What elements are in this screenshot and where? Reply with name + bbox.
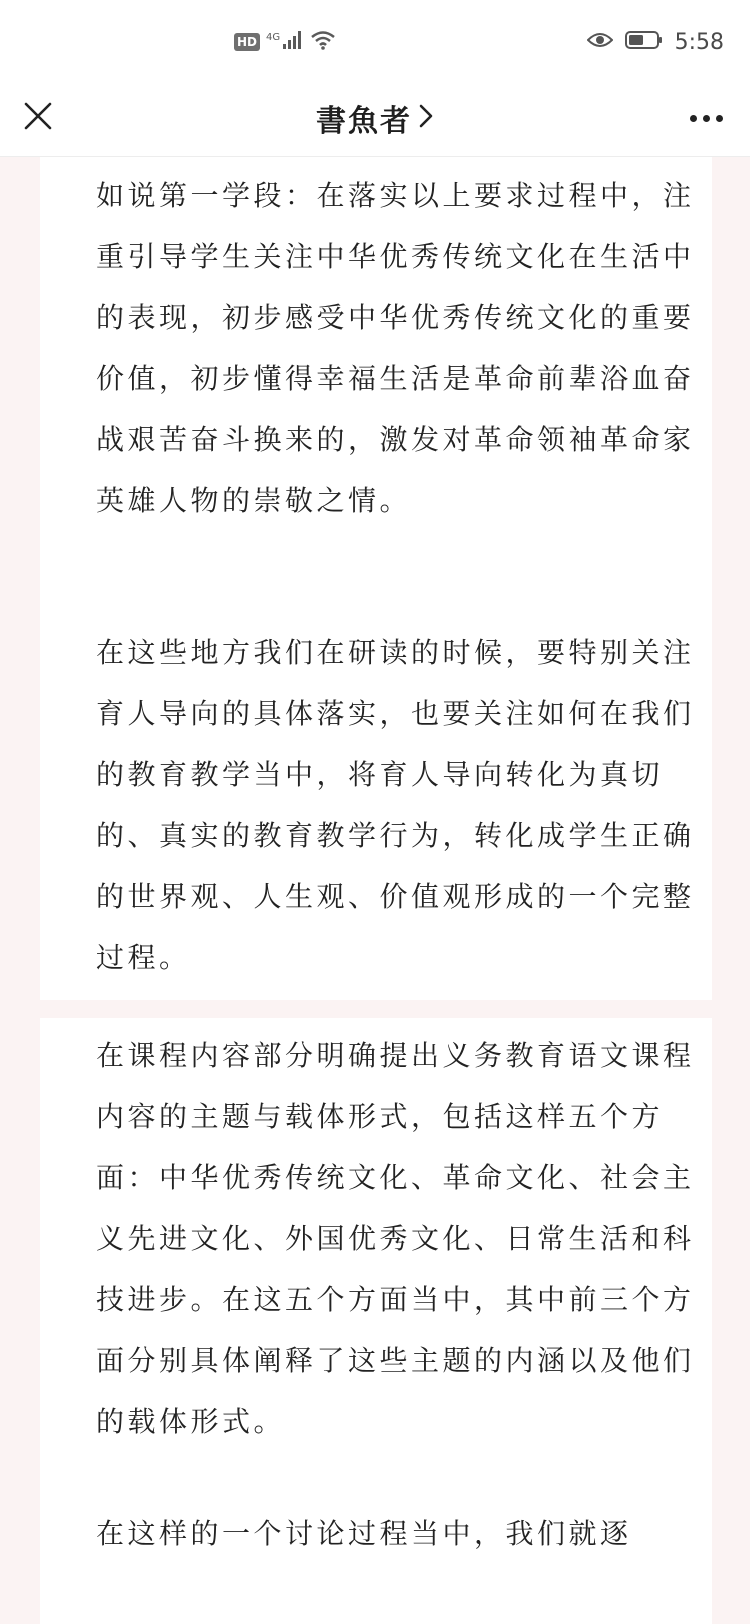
article-paragraph: 在这样的一个讨论过程当中，我们就逐 bbox=[96, 1517, 632, 1550]
network-type-label: 4G bbox=[266, 31, 281, 43]
clock: 5:58 bbox=[674, 29, 724, 55]
status-bar bbox=[0, 0, 750, 80]
status-indicators-right bbox=[587, 26, 724, 58]
more-options-icon bbox=[703, 115, 710, 122]
eye-icon bbox=[587, 31, 613, 53]
chevron-right-icon bbox=[418, 103, 434, 133]
hd-badge: HD bbox=[234, 33, 260, 51]
article-block bbox=[40, 1018, 712, 1624]
more-options-button[interactable] bbox=[680, 94, 732, 142]
battery-icon bbox=[625, 30, 663, 54]
signal-icon bbox=[282, 30, 304, 54]
article-paragraph: 在课程内容部分明确提出义务教育语文课程内容的主题与载体形式，包括这样五个方面：中华优秀传统文化、革命文化、社会主义先进文化、外国优秀文化、日常生活和科技进步。在这五个方面当中，其中前三个方面分别具体阐释了这些主题的内涵以及他们的载体形式。 bbox=[96, 1039, 695, 1438]
article-block bbox=[40, 157, 712, 1000]
title-bar bbox=[0, 80, 750, 157]
more-options-icon bbox=[716, 115, 723, 122]
account-title-link[interactable] bbox=[0, 94, 750, 142]
status-indicators-left bbox=[234, 28, 336, 56]
article-content[interactable] bbox=[0, 157, 750, 1624]
wifi-icon bbox=[310, 30, 336, 54]
more-options-icon bbox=[690, 115, 697, 122]
account-name: 書魚者 bbox=[316, 104, 412, 139]
article-paragraph: 在这些地方我们在研读的时候，要特别关注育人导向的具体落实，也要关注如何在我们的教育教学当中，将育人导向转化为真切的、真实的教育教学行为，转化成学生正确的世界观、人生观、价值观形成的一个完整过程。 bbox=[96, 636, 695, 974]
article-paragraph: 如说第一学段：在落实以上要求过程中，注重引导学生关注中华优秀传统文化在生活中的表现，初步感受中华优秀传统文化的重要价值，初步懂得幸福生活是革命前辈浴血奋战艰苦奋斗换来的，激发对革命领袖革命家英雄人物的崇敬之情。 bbox=[96, 179, 695, 517]
